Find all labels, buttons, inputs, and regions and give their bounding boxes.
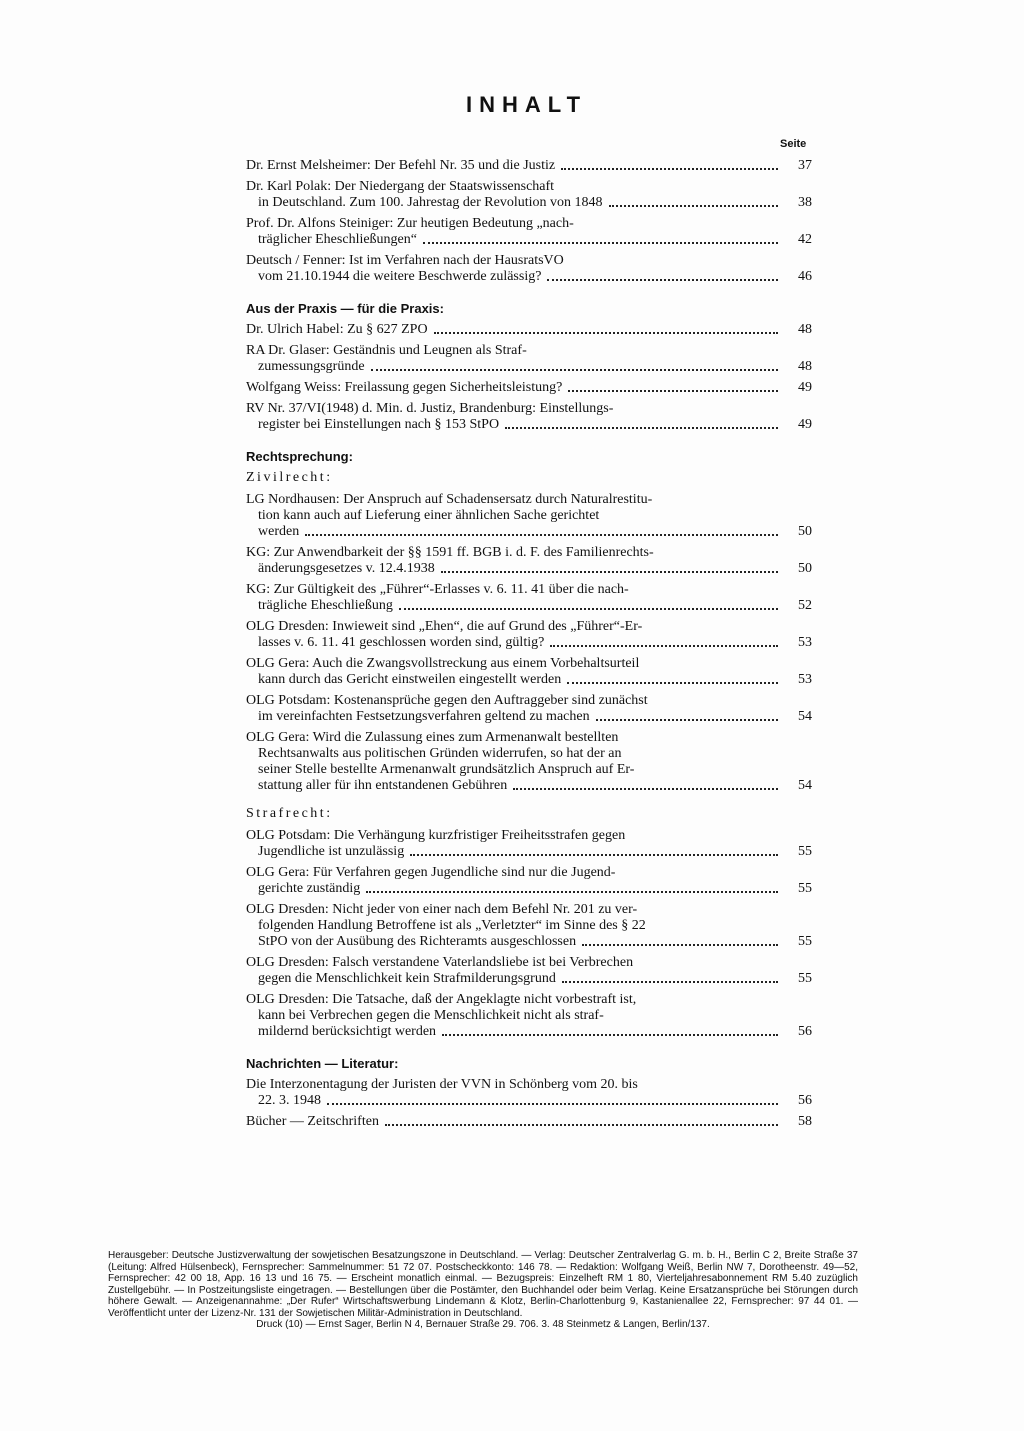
toc-entry[interactable] — [246, 828, 812, 860]
toc-entry-text: werden — [258, 524, 300, 539]
section-heading-praxis: Aus der Praxis — für die Praxis: — [246, 301, 444, 316]
toc-entry-text: Dr. Ernst Melsheimer: Der Befehl Nr. 35 und die Justiz — [246, 158, 556, 173]
dot-leader — [568, 389, 778, 392]
dot-leader — [423, 241, 778, 244]
toc-entry-text: im vereinfachten Festsetzungsverfahren geltend zu machen — [258, 709, 590, 724]
toc-entry-text: register bei Einstellungen nach § 153 StPO — [258, 417, 500, 432]
toc-page-number: 56 — [798, 1024, 812, 1039]
dot-leader — [596, 718, 778, 721]
toc-entry[interactable] — [246, 380, 812, 396]
dot-leader — [399, 607, 778, 610]
toc-entry[interactable] — [246, 1114, 812, 1130]
page-title: INHALT — [466, 92, 588, 117]
toc-entry[interactable] — [246, 322, 812, 338]
toc-entry[interactable] — [246, 253, 812, 285]
toc-page-number: 38 — [798, 195, 812, 210]
toc-page-number: 56 — [798, 1093, 812, 1108]
dot-leader — [505, 426, 778, 429]
toc-entry-text: in Deutschland. Zum 100. Jahrestag der Revolution von 1848 — [258, 195, 603, 210]
dot-leader — [366, 890, 778, 893]
toc-entry-text: tion kann auch auf Lieferung einer ähnlichen Sache gerichtet — [258, 508, 600, 523]
toc-entry-text: KG: Zur Anwendbarkeit der §§ 1591 ff. BGB i. d. F. des Familienrechts- — [246, 545, 654, 560]
toc-page-number: 55 — [798, 881, 812, 896]
toc-entry-text: Prof. Dr. Alfons Steiniger: Zur heutigen Bedeutung „nach- — [246, 216, 574, 231]
toc-entry-text: Dr. Karl Polak: Der Niedergang der Staatswissenschaft — [246, 179, 555, 194]
dot-leader — [547, 278, 778, 281]
toc-page-number: 50 — [798, 524, 812, 539]
toc-entry-text: Dr. Ulrich Habel: Zu § 627 ZPO — [246, 322, 428, 337]
toc-page-number: 49 — [798, 380, 812, 395]
section-heading-rechtsprechung: Rechtsprechung: — [246, 449, 353, 464]
toc-page-number: 46 — [798, 269, 812, 284]
toc-page-number: 52 — [798, 598, 812, 613]
toc-page-number: 53 — [798, 672, 812, 687]
imprint-text: Herausgeber: Deutsche Justizverwaltung der sowjetischen Besatzungszone in Deutschland. — Verlag: Deutscher Zentralverlag G. m. b. H., Berlin C 2, Breite Straße 37 (Leitung: Alfred Hülsenbeck), Fernsprecher: Sammelnummer: 51 72 07. Postscheckkonto: 146 78. — Redaktion: Wolfgang Weiß, Berlin NW 7, Dorotheenstr. 49—52, Fernsprecher: 42 00 18, App. 16 13 und 16 75. — Erscheint monatlich einmal. — Bezugspreis: Einzelheft RM 1 80, Vierteljahresabonnement RM 5.40 zuzüglich Zustellgebühr. — In Postzeitungsliste eingetragen. — Bestellungen über die Postämter, den Buchhandel oder beim Verlag. Keine Ersatzansprüche bei Störungen durch höhere Gewalt. — Anzeigenannahme: „Der Rufer“ Wirtschaftswerbung Lindemann & Klotz, Berlin-Charlottenburg 9, Kastanienallee 22, Fernsprecher: 97 44 01. — Veröffentlicht unter der Lizenz-Nr. 131 der Sowjetischen Militär-Administration in Deutschland. — [108, 1250, 858, 1319]
toc-entry[interactable] — [246, 656, 812, 688]
dot-leader — [371, 368, 778, 371]
toc-entry[interactable] — [246, 693, 812, 725]
toc-entry-text: StPO von der Ausübung des Richteramts ausgeschlossen — [258, 934, 577, 949]
dot-leader — [609, 204, 779, 207]
dot-leader — [561, 167, 778, 170]
page-column-label: Seite — [780, 138, 807, 150]
toc-entry-text: änderungsgesetzes v. 12.4.1938 — [258, 561, 435, 576]
subsection-heading-strafrecht: Strafrecht: — [246, 806, 333, 821]
toc-page-number: 48 — [798, 322, 812, 337]
toc-entry-text: Die Interzonentagung der Juristen der VVN in Schönberg vom 20. bis — [246, 1077, 638, 1092]
toc-page-number: 37 — [798, 158, 812, 173]
subsection-heading-zivilrecht: Zivilrecht: — [246, 470, 333, 485]
toc-entry-text: zumessungsgründe — [258, 359, 365, 374]
toc-entry-text: gerichte zuständig — [258, 881, 361, 896]
toc-entry[interactable] — [246, 401, 812, 433]
toc-group-nachrichten — [246, 1077, 812, 1130]
toc-group-strafrecht — [246, 828, 812, 1040]
toc-page-number: 54 — [798, 778, 812, 793]
table-of-contents — [246, 158, 812, 1135]
toc-page-number: 50 — [798, 561, 812, 576]
toc-entry-text: Rechtsanwalts aus politischen Gründen widerrufen, so hat der an — [258, 746, 622, 761]
toc-entry-text: kann bei Verbrechen gegen die Menschlichkeit nicht als straf- — [258, 1008, 604, 1023]
toc-entry-text: Bücher — Zeitschriften — [246, 1114, 379, 1129]
toc-entry-text: RV Nr. 37/VI(1948) d. Min. d. Justiz, Brandenburg: Einstellungs- — [246, 401, 614, 416]
dot-leader — [410, 853, 778, 856]
toc-page-number: 55 — [798, 934, 812, 949]
toc-entry-text: OLG Potsdam: Die Verhängung kurzfristiger Freiheitsstrafen gegen — [246, 828, 626, 843]
toc-entry-text: 22. 3. 1948 — [258, 1093, 321, 1108]
toc-page-number: 55 — [798, 844, 812, 859]
toc-entry-text: OLG Dresden: Falsch verstandene Vaterlandsliebe ist bei Verbrechen — [246, 955, 634, 970]
toc-entry-text: OLG Gera: Auch die Zwangsvollstreckung aus einem Vorbehaltsurteil — [246, 656, 640, 671]
toc-page-number: 53 — [798, 635, 812, 650]
toc-entry[interactable] — [246, 1077, 812, 1109]
dot-leader — [513, 787, 778, 790]
toc-entry-text: gegen die Menschlichkeit kein Strafmilderungsgrund — [258, 971, 556, 986]
toc-entry[interactable] — [246, 582, 812, 614]
toc-page-number: 58 — [798, 1114, 812, 1129]
toc-entry-text: OLG Dresden: Die Tatsache, daß der Angeklagte nicht vorbestraft ist, — [246, 992, 637, 1007]
toc-page-number: 54 — [798, 709, 812, 724]
toc-page-number: 42 — [798, 232, 812, 247]
toc-entry[interactable] — [246, 619, 812, 651]
dot-leader — [441, 570, 778, 573]
toc-entry[interactable] — [246, 216, 812, 248]
dot-leader — [434, 331, 778, 334]
toc-entry-text: Deutsch / Fenner: Ist im Verfahren nach der HausratsVO — [246, 253, 564, 268]
toc-entry-text: mildernd berücksichtigt werden — [258, 1024, 437, 1039]
section-heading-nachrichten: Nachrichten — Literatur: — [246, 1056, 399, 1071]
toc-entry-text: trägliche Eheschließung — [258, 598, 393, 613]
toc-entry[interactable] — [246, 955, 812, 987]
dot-leader — [582, 943, 778, 946]
toc-entry[interactable] — [246, 865, 812, 897]
toc-entry[interactable] — [246, 158, 812, 174]
toc-entry-text: OLG Gera: Wird die Zulassung eines zum Armenanwalt bestellten — [246, 730, 619, 745]
dot-leader — [385, 1123, 778, 1126]
toc-entry[interactable] — [246, 730, 812, 794]
toc-entry-text: OLG Potsdam: Kostenansprüche gegen den Auftraggeber sind zunächst — [246, 693, 648, 708]
imprint — [108, 1250, 858, 1331]
dot-leader — [567, 681, 778, 684]
toc-entry-text: lasses v. 6. 11. 41 geschlossen worden sind, gültig? — [258, 635, 545, 650]
toc-entry-text: LG Nordhausen: Der Anspruch auf Schadensersatz durch Naturalrestitu- — [246, 492, 653, 507]
toc-entry[interactable] — [246, 179, 812, 211]
toc-entry-text: RA Dr. Glaser: Geständnis und Leugnen als Straf- — [246, 343, 527, 358]
toc-entry-text: OLG Dresden: Inwieweit sind „Ehen“, die auf Grund des „Führer“-Er- — [246, 619, 643, 634]
toc-group-zivilrecht — [246, 492, 812, 794]
dot-leader — [442, 1033, 778, 1036]
dot-leader — [562, 980, 778, 983]
toc-entry[interactable] — [246, 492, 812, 540]
toc-group-praxis — [246, 322, 812, 433]
toc-entry-text: Wolfgang Weiss: Freilassung gegen Sicherheitsleistung? — [246, 380, 563, 395]
toc-entry-text: folgenden Handlung Betroffene ist als „Verletzter“ im Sinne des § 22 — [258, 918, 646, 933]
toc-entry-text: OLG Gera: Für Verfahren gegen Jugendliche sind nur die Jugend- — [246, 865, 616, 880]
toc-page-number: 55 — [798, 971, 812, 986]
toc-entry-text: KG: Zur Gültigkeit des „Führer“-Erlasses v. 6. 11. 41 über die nach- — [246, 582, 629, 597]
imprint-druck: Druck (10) — Ernst Sager, Berlin N 4, Bernauer Straße 29. 706. 3. 48 Steinmetz & Langen, Berlin/137. — [256, 1319, 710, 1330]
toc-page-number: 49 — [798, 417, 812, 432]
dot-leader — [550, 644, 778, 647]
toc-entry-text: Jugendliche ist unzulässig — [258, 844, 405, 859]
toc-entry-text: stattung aller für ihn entstandenen Gebühren — [258, 778, 508, 793]
toc-entry-text: OLG Dresden: Nicht jeder von einer nach dem Befehl Nr. 201 zu ver- — [246, 902, 638, 917]
toc-entry-text: kann durch das Gericht einstweilen eingestellt werden — [258, 672, 562, 687]
dot-leader — [327, 1102, 778, 1105]
toc-entry[interactable] — [246, 992, 812, 1040]
toc-page-number: 48 — [798, 359, 812, 374]
toc-group-articles — [246, 158, 812, 285]
toc-entry-text: träglicher Eheschließungen“ — [258, 232, 417, 247]
toc-entry[interactable] — [246, 343, 812, 375]
toc-entry-text: vom 21.10.1944 die weitere Beschwerde zulässig? — [258, 269, 542, 284]
toc-entry[interactable] — [246, 545, 812, 577]
dot-leader — [305, 533, 778, 536]
toc-entry-text: seiner Stelle bestellte Armenanwalt grundsätzlich Anspruch auf Er- — [258, 762, 635, 777]
toc-entry[interactable] — [246, 902, 812, 950]
